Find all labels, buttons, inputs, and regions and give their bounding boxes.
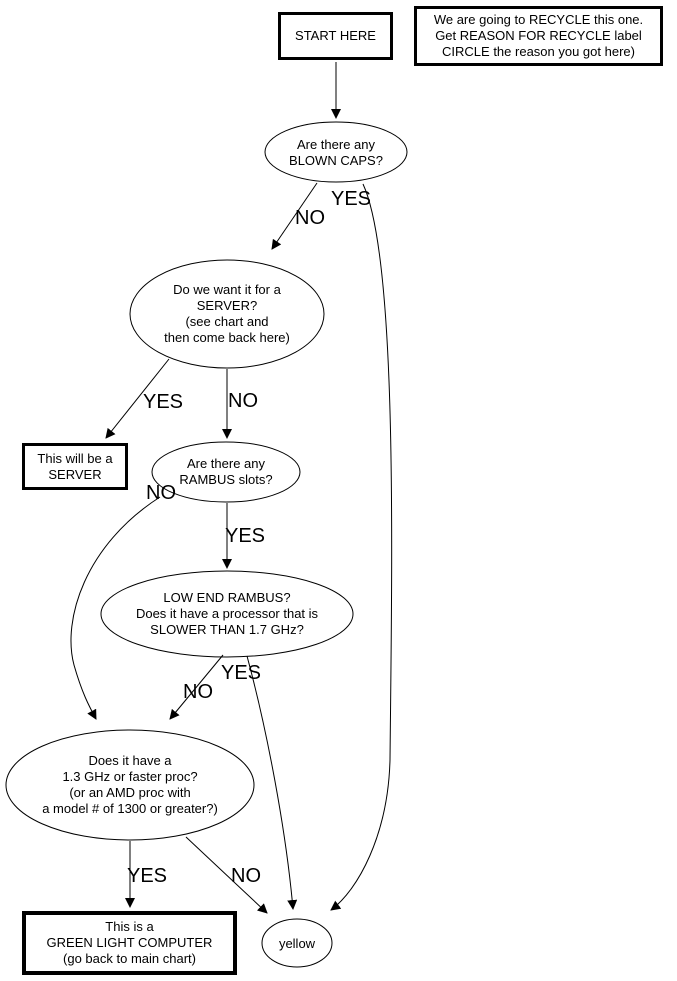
recycle-note-line: CIRCLE the reason you got here) bbox=[442, 44, 635, 59]
decision-proc-speed-text: Does it have a 1.3 GHz or faster proc? (or an AMD proc with a model # of 1300 or greater?) bbox=[42, 753, 218, 816]
server-result-box bbox=[22, 443, 128, 490]
edge-label-blown-caps-yes: YES bbox=[330, 188, 372, 210]
edge-label-server-no: NO bbox=[228, 390, 258, 412]
decision-low-end-rambus-text: LOW END RAMBUS? Does it have a processor that is SLOWER THAN 1.7 GHz? bbox=[135, 590, 319, 637]
edge-label-blown-caps-no: NO bbox=[295, 207, 325, 229]
decision-blown-caps-text: Are there any BLOWN CAPS? bbox=[289, 137, 383, 168]
edge-label-proc-yes: YES bbox=[126, 865, 168, 887]
edge-label-server-yes: YES bbox=[142, 391, 184, 413]
green-light-line: GREEN LIGHT COMPUTER bbox=[46, 935, 213, 950]
edge-label-low-end-yes: YES bbox=[220, 662, 262, 684]
edge-blown-caps-yes-to-yellow bbox=[331, 184, 392, 910]
recycle-note-line: Get REASON FOR RECYCLE label bbox=[435, 28, 642, 43]
edge-label-low-end-no: NO bbox=[183, 681, 213, 703]
edge-label-rambus-yes: YES bbox=[224, 525, 266, 547]
terminal-yellow-text: yellow bbox=[278, 936, 316, 951]
decision-server-text: Do we want it for a SERVER? (see chart and then come back here) bbox=[164, 282, 290, 345]
server-result-line: SERVER bbox=[48, 466, 102, 482]
recycle-note-box bbox=[414, 6, 663, 66]
edge-label-proc-no: NO bbox=[231, 865, 261, 887]
start-node bbox=[278, 12, 393, 60]
recycle-note-line: We are going to RECYCLE this one. bbox=[433, 12, 644, 27]
green-light-line: (go back to main chart) bbox=[63, 951, 196, 966]
green-light-result-box bbox=[22, 911, 237, 975]
decision-rambus-text: Are there any RAMBUS slots? bbox=[179, 456, 273, 487]
edge-label-rambus-no: NO bbox=[146, 482, 176, 504]
green-light-line: This is a bbox=[105, 919, 154, 934]
start-node-label: START HERE bbox=[295, 28, 376, 43]
server-result-line: This will be a bbox=[37, 450, 113, 466]
